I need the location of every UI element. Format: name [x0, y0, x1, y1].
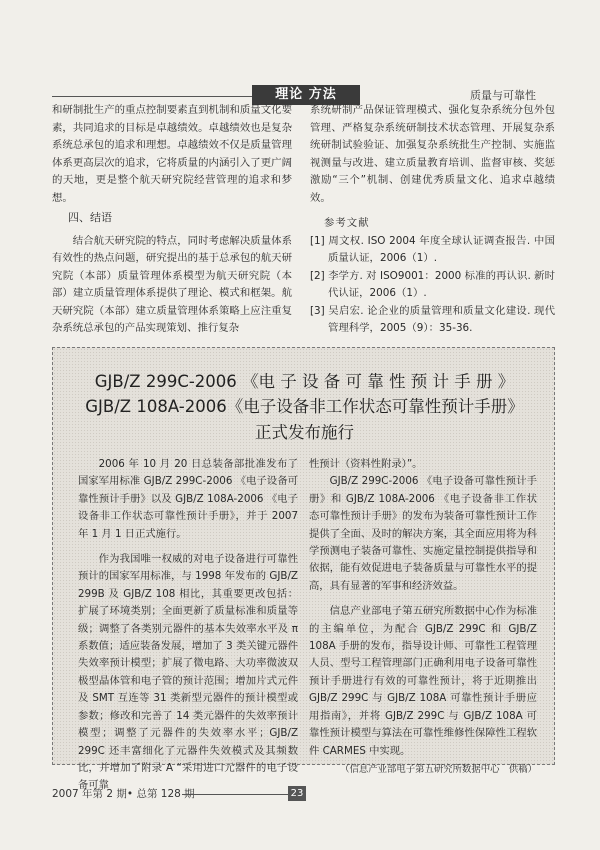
notice-paragraph: 作为我国唯一权威的对电子设备进行可靠性预计的国家军用标准，与 1998 年发布的 GJB/Z 299B 及 GJB/Z 108 相比，其重要更改包括：扩展了环境类别；全面更新了质量标准和质量等级；调整了各类别元器件的基本失效率水平及 π 系数值；适应装备发展，增加了 3 类关键元器件失效率预计模型；扩展了微电路、大功率微波双极型晶体管和电子管的预计范围；增加片式元件及 SMT 互连等 31 类新型元器件的预计模型或参数；修改和完善了 14 类元器件的失效率预计模型；调整了元器件的失效率水平；GJB/Z 299C 还丰富细化了元器件失效模式及其频数比，并增加了附录 A “采用进口元器件的电子设备可靠 [78, 553, 298, 792]
footer-rule [182, 794, 288, 795]
conclusion-paragraph: 结合航天研究院的特点，同时考虑解决质量体系有效性的热点问题，研究提出的基于总承包的航天研究院（本部）质量管理体系模型为航天研究院（本部）建立质量管理体系提供了理论、模式和框架。航天研究院（本部）建立质量管理体系策略上应注重复杂系统总承包的产品实现策划、推行复杂 [52, 234, 292, 334]
journal-topic: 质量与可靠性 [470, 89, 536, 102]
notice-credit: （信息产业部电子第五研究所数据中心 供稿） [340, 763, 537, 775]
section-label: 理论 方法 [252, 85, 360, 105]
notice-box [52, 347, 555, 792]
page-number: 23 [288, 786, 306, 801]
notice-paragraph: 信息产业部电子第五研究所数据中心作为标准的主编单位，为配合 GJB/Z 299C 和 GJB/Z 108A 手册的发布，指导设计师、可靠性工程管理人员、型号工程管理部门正确利用电子设备可靠性预计手册进行有效的可靠性预计，将于近期推出 GJB/Z 299C 与 GJB/Z 108A 可靠性预计手册应用指南》，并将 GJB/Z 299C 与 GJB/Z 108A 可靠性预计模型与算法在可靠性维修性保障性工程软件 CARMES 中实现。 [309, 605, 537, 757]
notice-left-column [78, 456, 298, 795]
notice-title-line1: GJB/Z 299C-2006 《电 子 设 备 可 靠 性 预 计 手 册 》 [94, 372, 515, 391]
references-heading: 参考文献 [324, 217, 370, 229]
reference-item: [1] 周文权. ISO 2004 年度全球认证调查报告. 中国质量认证，2006（1）. [310, 234, 555, 264]
notice-title-line2: GJB/Z 108A-2006《电子设备非工作状态可靠性预计手册》 [85, 397, 524, 416]
notice-paragraph: 2006 年 10 月 20 日总装备部批准发布了国家军用标准 GJB/Z 299C-2006 《电子设备可靠性预计手册》以及 GJB/Z 108A-2006 《电子设备非工作状态可靠性预计手册》，并于 2007 年 1 月 1 日正式施行。 [78, 458, 298, 540]
right-column [310, 102, 555, 338]
notice-title-line3: 正式发布施行 [255, 423, 354, 442]
section-heading: 四、结语 [68, 211, 112, 224]
left-column [52, 102, 292, 338]
reference-item: [3] 吴启宏. 论企业的质量管理和质量文化建设. 现代管理科学，2005（9）：35-36. [310, 304, 555, 334]
issue-info: 2007 年第 2 期• 总第 128 期 [52, 788, 195, 800]
notice-paragraph: GJB/Z 299C-2006 《电子设备可靠性预计手册》和 GJB/Z 108A-2006 《电子设备非工作状态可靠性预计手册》的发布为装备可靠性预计工作提供了全面、及时的解决方案，其全面应用将为科学预测电子装备可靠性、实施定量控制提供指导和依据，能有效促进电子装备质量与可靠性水平的提高，具有显著的军事和经济效益。 [309, 475, 537, 592]
left-column-paragraph: 和研制批生产的重点控制要素直到机制和质量文化要素，共同追求的目标是卓越绩效。卓越绩效也是复杂系统总承包的追求和理想。卓越绩效不仅是质量管理体系更高层次的追求，它将质量的内涵引入了更广阔的天地，更是整个航天研究院经营管理的追求和梦想。 [52, 104, 292, 204]
notice-right-column [309, 456, 537, 778]
reference-item: [2] 李学方. 对 ISO9001：2000 标准的再认识. 新时代认证，2006（1）. [310, 269, 555, 299]
header-rule [52, 96, 252, 97]
notice-paragraph: 性预计（资料性附录）”。 [309, 458, 423, 470]
right-column-paragraph: 系统研制产品保证管理模式、强化复杂系统分包外包管理、严格复杂系统研制技术状态管理、开展复杂系统研制试验验证、加强复杂系统批生产控制、实施监视测量与改进、建立质量教育培训、监督审核、奖惩激励“三个”机制、创建优秀质量文化、追求卓越绩效。 [310, 104, 555, 204]
